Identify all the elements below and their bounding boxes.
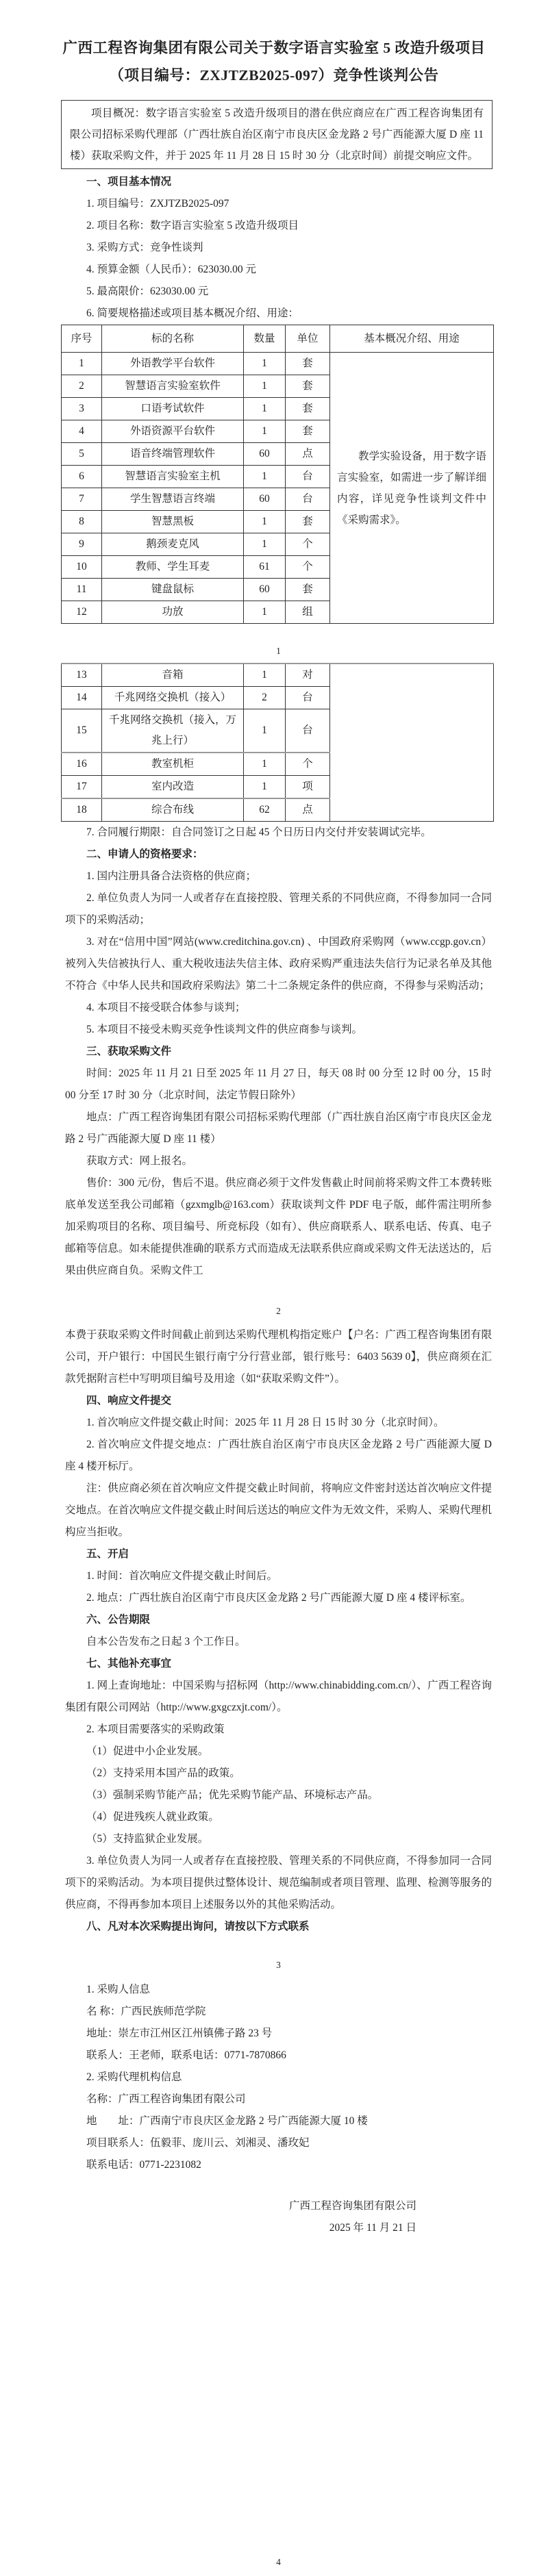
table-cell: 语音终端管理软件 — [102, 443, 244, 466]
table-cell: 1 — [244, 601, 286, 624]
table-cell: 外语教学平台软件 — [102, 353, 244, 375]
section-heading: 二、申请人的资格要求： — [86, 848, 203, 860]
paragraph: 3. 单位负责人为同一人或者存在直接控股、管理关系的不同供应商，不得参加同一合同项下的采购活动。为本项目提供过整体设计、规范编制或者项目管理、监理、检测等服务的供应商，不得再参加本项目上述服务以外的其他采购活动。 — [65, 1855, 492, 1910]
paragraph: 3. 采购方式：竞争性谈判 — [86, 242, 203, 253]
column-header: 标的名称 — [102, 325, 244, 353]
section-heading: 五、开启 — [86, 1548, 129, 1560]
document-title-line2: （项目编号：ZXJTZB2025-097）竞争性谈判公告 — [109, 67, 439, 84]
table-cell: 套 — [286, 398, 330, 420]
table-cell: 智慧语言实验室主机 — [102, 466, 244, 488]
section-heading: 六、公告期限 — [86, 1614, 151, 1626]
table-cell: 台 — [286, 466, 330, 488]
paragraph: 1. 国内注册具备合法资格的供应商； — [86, 870, 257, 882]
paragraph: 时间：2025 年 11 月 21 日至 2025 年 11 月 27 日，每天 08 时 00 分至 12 时 00 分，15 时 00 分至 17 时 30 分（北京时间，法定节假日除外） — [65, 1068, 492, 1101]
table-cell: 台 — [286, 488, 330, 511]
table-cell: 1 — [244, 533, 286, 556]
section-contact-info — [65, 1979, 492, 2176]
table-cell: 8 — [62, 511, 102, 533]
section-heading: 七、其他补充事宜 — [86, 1658, 172, 1669]
table-cell: 1 — [244, 664, 286, 687]
column-header: 序号 — [62, 325, 102, 353]
paragraph: 本费于获取采购文件时间截止前到达采购代理机构指定账户【户名：广西工程咨询集团有限公司，开户银行：中国民生银行南宁分行营业部，银行账号：6403 5639 0】，供应商须在汇款凭据附言栏中写明项目编号及用途（如“获取采购文件”）。 — [65, 1329, 492, 1385]
project-overview-text: 项目概况：数字语言实验室 5 改造升级项目的潜在供应商应在广西工程咨询集团有限公司招标采购代理部（广西壮族自治区南宁市良庆区金龙路 2 号广西能源大厦 D 座 11 楼）获取采购文件，并于 2025 年 11 月 28 日 15 时 30 分（北京时间）前提交响应文件。 — [70, 108, 484, 162]
paragraph: 名称：广西工程咨询集团有限公司 — [86, 2093, 246, 2105]
table-cell: 1 — [244, 709, 286, 753]
paragraph: 1. 首次响应文件提交截止时间：2025 年 11 月 28 日 15 时 30 分（北京时间）。 — [86, 1417, 445, 1428]
section-basic-info — [65, 171, 492, 325]
table-row — [62, 664, 494, 687]
table-cell: 13 — [62, 664, 102, 687]
table-cell: 组 — [286, 601, 330, 624]
table-cell: 7 — [62, 488, 102, 511]
table-cell: 4 — [62, 420, 102, 443]
table-cell: 音箱 — [102, 664, 244, 687]
table-row — [62, 353, 494, 375]
paragraph: 地 址：广西南宁市良庆区金龙路 2 号广西能源大厦 10 楼 — [86, 2115, 368, 2127]
section-heading: 一、项目基本情况 — [86, 176, 172, 188]
section-submission-and-other — [65, 1324, 492, 1938]
table-cell: 61 — [244, 556, 286, 579]
paragraph: （4）促进残疾人就业政策。 — [86, 1811, 219, 1823]
paragraph: 1. 采购人信息 — [86, 1984, 151, 1995]
paragraph: 自本公告发布之日起 3 个工作日。 — [86, 1636, 246, 1647]
table-cell: 室内改造 — [102, 776, 244, 799]
table-cell: 鹅颈麦克风 — [102, 533, 244, 556]
table-cell: 5 — [62, 443, 102, 466]
document-body — [0, 100, 548, 2569]
paragraph: 5. 本项目不接受未购买竞争性谈判文件的供应商参与谈判。 — [86, 1024, 363, 1035]
paragraph: 1. 时间：首次响应文件提交截止时间后。 — [86, 1570, 278, 1582]
table-cell: 3 — [62, 398, 102, 420]
table-cell: 60 — [244, 488, 286, 511]
table-cell: 1 — [244, 776, 286, 799]
paragraph: 7. 合同履行期限：自合同签订之日起 45 个日历日内交付并安装调试完毕。 — [86, 826, 432, 838]
signature-org: 广西工程咨询集团有限公司 — [288, 2200, 416, 2212]
table-cell: 千兆网络交换机（接入，万兆上行） — [102, 709, 244, 753]
paragraph: 名 称：广西民族师范学院 — [86, 2006, 206, 2017]
table-description-text: 教学实验设备，用于数字语言实验室，如需进一步了解详细内容，详见竞争性谈判文件中《采购需求》。 — [337, 450, 486, 526]
table-cell: 12 — [62, 601, 102, 624]
table-description-cell — [330, 664, 494, 822]
table-cell: 1 — [62, 353, 102, 375]
column-header: 单位 — [286, 325, 330, 353]
paragraph: 4. 本项目不接受联合体参与谈判； — [86, 1002, 246, 1013]
table-cell: 17 — [62, 776, 102, 799]
paragraph: 5. 最高限价：623030.00 元 — [86, 286, 209, 297]
paragraph: 1. 项目编号：ZXJTZB2025-097 — [86, 198, 229, 210]
signature-block — [65, 2195, 492, 2239]
table-cell: 套 — [286, 420, 330, 443]
page-number-4: 4 — [276, 2557, 281, 2567]
paragraph: 6. 简要规格描述或项目基本概况介绍、用途： — [86, 307, 299, 319]
paragraph: 售价：300 元/份，售后不退。供应商必须于文件发售截止时间前将采购文件工本费转账底单发送至我公司邮箱（gzxmglb@163.com）获取谈判文件 PDF 电子版，邮件需注明所参加采购项目的名称、项目编号、所竞标段（如有）、供应商联系人、联系电话、传真、电子邮箱等信息。如未能提供准确的联系方式而造成无法联系供应商或采购文件无法送达的，后果由供应商自负。采购文件工 — [65, 1177, 492, 1276]
table-cell: 14 — [62, 687, 102, 709]
table-cell: 千兆网络交换机（接入） — [102, 687, 244, 709]
table-cell: 16 — [62, 753, 102, 776]
table-cell: 62 — [244, 798, 286, 822]
table-cell: 1 — [244, 511, 286, 533]
paragraph: （2）支持采用本国产品的政策。 — [86, 1767, 240, 1779]
paragraph: （3）强制采购节能产品；优先采购节能产品、环境标志产品。 — [86, 1789, 379, 1801]
table-cell: 1 — [244, 420, 286, 443]
table-cell: 60 — [244, 443, 286, 466]
table-cell: 智慧黑板 — [102, 511, 244, 533]
table-cell: 1 — [244, 753, 286, 776]
table-cell: 1 — [244, 398, 286, 420]
items-table-part1 — [61, 325, 494, 624]
paragraph: 2. 首次响应文件提交地点：广西壮族自治区南宁市良庆区金龙路 2 号广西能源大厦 D 座 4 楼开标厅。 — [65, 1439, 492, 1472]
paragraph: 项目联系人：伍毅菲、庞川云、刘湘灵、潘玫妃 — [86, 2137, 310, 2149]
page-number-3: 3 — [276, 1960, 281, 1970]
section-heading: 八、凡对本次采购提出询问，请按以下方式联系 — [86, 1921, 310, 1932]
table-cell: 教师、学生耳麦 — [102, 556, 244, 579]
table-cell: 2 — [62, 375, 102, 398]
column-header: 基本概况介绍、用途 — [330, 325, 494, 353]
items-table-part2 — [61, 663, 494, 822]
paragraph: 2. 地点：广西壮族自治区南宁市良庆区金龙路 2 号广西能源大厦 D 座 4 楼评标室。 — [86, 1592, 471, 1604]
signature-date: 2025 年 11 月 21 日 — [329, 2222, 416, 2234]
paragraph: （5）支持监狱企业发展。 — [86, 1833, 209, 1845]
paragraph: 地址：崇左市江州区江州镇佛子路 23 号 — [86, 2028, 273, 2039]
table-cell: 点 — [286, 443, 330, 466]
table-cell: 学生智慧语言终端 — [102, 488, 244, 511]
paragraph: 2. 项目名称：数字语言实验室 5 改造升级项目 — [86, 220, 299, 231]
table-cell: 键盘鼠标 — [102, 579, 244, 601]
section-heading: 四、响应文件提交 — [86, 1395, 172, 1406]
project-overview-box — [61, 100, 493, 169]
table-cell: 11 — [62, 579, 102, 601]
table-cell: 口语考试软件 — [102, 398, 244, 420]
table-cell: 对 — [286, 664, 330, 687]
table-cell: 套 — [286, 353, 330, 375]
table-cell: 9 — [62, 533, 102, 556]
table-cell: 项 — [286, 776, 330, 799]
table-cell: 个 — [286, 753, 330, 776]
table-cell: 功放 — [102, 601, 244, 624]
column-header: 数量 — [244, 325, 286, 353]
paragraph: 2. 采购代理机构信息 — [86, 2071, 182, 2083]
paragraph: 注：供应商必须在首次响应文件提交截止时间前，将响应文件密封送达首次响应文件提交地点。在首次响应文件提交截止时间后送达的响应文件为无效文件，采购人、采购代理机构应当拒收。 — [65, 1482, 492, 1538]
table-cell: 60 — [244, 579, 286, 601]
table-cell: 外语资源平台软件 — [102, 420, 244, 443]
table-cell: 15 — [62, 709, 102, 753]
table-cell: 套 — [286, 375, 330, 398]
table-cell: 台 — [286, 709, 330, 753]
paragraph: 联系电话：0771-2231082 — [86, 2159, 201, 2171]
table-cell: 18 — [62, 798, 102, 822]
table-cell: 1 — [244, 353, 286, 375]
table-cell: 6 — [62, 466, 102, 488]
table-cell: 教室机柜 — [102, 753, 244, 776]
table-cell: 10 — [62, 556, 102, 579]
paragraph: 2. 单位负责人为同一人或者存在直接控股、管理关系的不同供应商，不得参加同一合同项下的采购活动； — [65, 892, 492, 926]
page-number-2: 2 — [276, 1306, 281, 1316]
section-qualifications-and-documents — [65, 822, 492, 1282]
table-cell: 1 — [244, 466, 286, 488]
paragraph: 4. 预算金额（人民币）：623030.00 元 — [86, 264, 257, 275]
table-cell: 套 — [286, 579, 330, 601]
table-cell: 套 — [286, 511, 330, 533]
table-cell: 2 — [244, 687, 286, 709]
table-description-cell — [330, 353, 494, 624]
paragraph: 1. 网上查询地址：中国采购与招标网（http://www.chinabidding.com.cn/）、广西工程咨询集团有限公司网站（http://www.gxgczxjt.com/）。 — [65, 1680, 492, 1713]
section-heading: 三、获取采购文件 — [86, 1046, 172, 1057]
page-number-1: 1 — [276, 646, 281, 656]
table-cell: 个 — [286, 556, 330, 579]
table-cell: 点 — [286, 798, 330, 822]
paragraph: （1）促进中小企业发展。 — [86, 1745, 209, 1757]
table-cell: 1 — [244, 375, 286, 398]
paragraph: 联系人：王老师，联系电话：0771-7870866 — [86, 2049, 286, 2061]
paragraph: 3. 对在“信用中国”网站(www.creditchina.gov.cn) 、中国政府采购网（www.ccgp.gov.cn）被列入失信被执行人、重大税收违法失信主体、政府采购严重违法失信行为记录名单及其他不符合《中华人民共和国政府采购法》第二十二条规定条件的供应商，不得参与采购活动； — [65, 936, 492, 992]
document-title-line1: 广西工程咨询集团有限公司关于数字语言实验室 5 改造升级项目 — [62, 40, 486, 56]
table-cell: 智慧语言实验室软件 — [102, 375, 244, 398]
table-cell: 台 — [286, 687, 330, 709]
paragraph: 2. 本项目需要落实的采购政策 — [86, 1723, 225, 1735]
table-cell: 综合布线 — [102, 798, 244, 822]
table-cell: 个 — [286, 533, 330, 556]
paragraph: 地点：广西工程咨询集团有限公司招标采购代理部（广西壮族自治区南宁市良庆区金龙路 2 号广西能源大厦 D 座 11 楼） — [65, 1111, 492, 1145]
paragraph: 获取方式：网上报名。 — [86, 1155, 193, 1167]
